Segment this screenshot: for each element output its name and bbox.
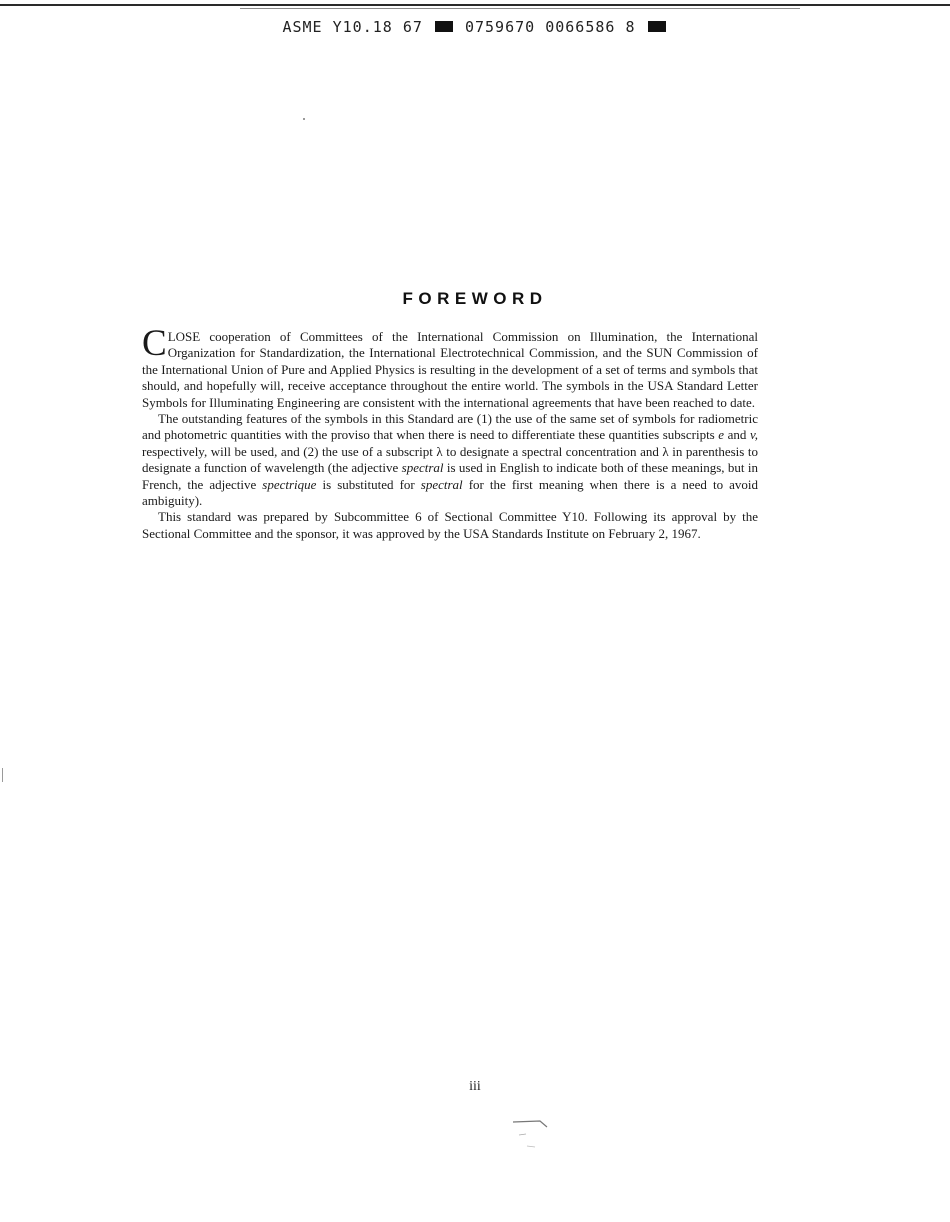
pen-scribble-mark bbox=[505, 1112, 555, 1152]
spectral-italic: spectral bbox=[401, 460, 444, 476]
foreword-paragraph-2 bbox=[142, 411, 758, 509]
paragraph-2-text: respectively, will be used, and (2) the use of a subscript λ to designate a spectral concentration and λ in parenthesis to designate a function of wavelength (the adjective bbox=[142, 443, 758, 476]
scan-margin-mark bbox=[2, 768, 3, 782]
code-a: 0759670 bbox=[464, 18, 536, 36]
paragraph-2-text: is used in English to indicate both of these meanings, but in French, the adjective bbox=[142, 460, 758, 492]
paragraph-2-text: for the first meaning when there is a need to avoid ambiguity). bbox=[142, 476, 758, 509]
top-border-rule bbox=[0, 4, 950, 6]
code-b: 0066586 8 bbox=[545, 18, 636, 36]
foreword-paragraph-3: This standard was prepared by Subcommittee 6 of Sectional Committee Y10. Following its approval by the Sectional Committee and the sponsor, it was approved by the USA Standards Institute on February 2, 1967. bbox=[142, 509, 758, 541]
doc-code: ASME Y10.18 67 bbox=[282, 18, 423, 36]
foreword-body bbox=[142, 323, 758, 542]
drop-cap-letter: C bbox=[142, 323, 167, 364]
page-number: iii bbox=[469, 1079, 481, 1094]
paragraph-2-text: and bbox=[724, 427, 750, 443]
black-block-mark bbox=[648, 21, 666, 32]
top-border-rule-faint bbox=[240, 8, 800, 9]
paragraph-1-text: LOSE cooperation of Committees of the International Commission on Illumination, the International Organization for Standardization, the International Electrotechnical Commission, and the SUN Commission of the International Union of Pure and Applied Physics is resulting in the development of a set of terms and symbols that should, and hopefully will, receive acceptance throughout the entire world. The symbols in the USA Standard Letter Symbols for Illuminating Engineering are consistent with the international agreements that have been reached to date. bbox=[142, 329, 758, 410]
foreword-title: FOREWORD bbox=[402, 289, 548, 308]
document-header-code bbox=[0, 18, 950, 36]
paragraph-2-text: The outstanding features of the symbols in this Standard are (1) the use of the same set of symbols for radiometric and photometric quantities with the proviso that when there is need to differentiate these quantities subscripts bbox=[142, 411, 758, 443]
spectral-italic: spectral bbox=[420, 476, 463, 492]
foreword-paragraph-1 bbox=[142, 323, 758, 411]
scan-speck bbox=[303, 118, 305, 120]
black-block-mark bbox=[435, 21, 453, 32]
paragraph-2-text: is substituted for bbox=[316, 476, 421, 492]
subscript-e-italic: e bbox=[718, 427, 725, 443]
spectrique-italic: spectrique bbox=[262, 476, 317, 492]
subscript-v-italic: v, bbox=[749, 427, 758, 443]
